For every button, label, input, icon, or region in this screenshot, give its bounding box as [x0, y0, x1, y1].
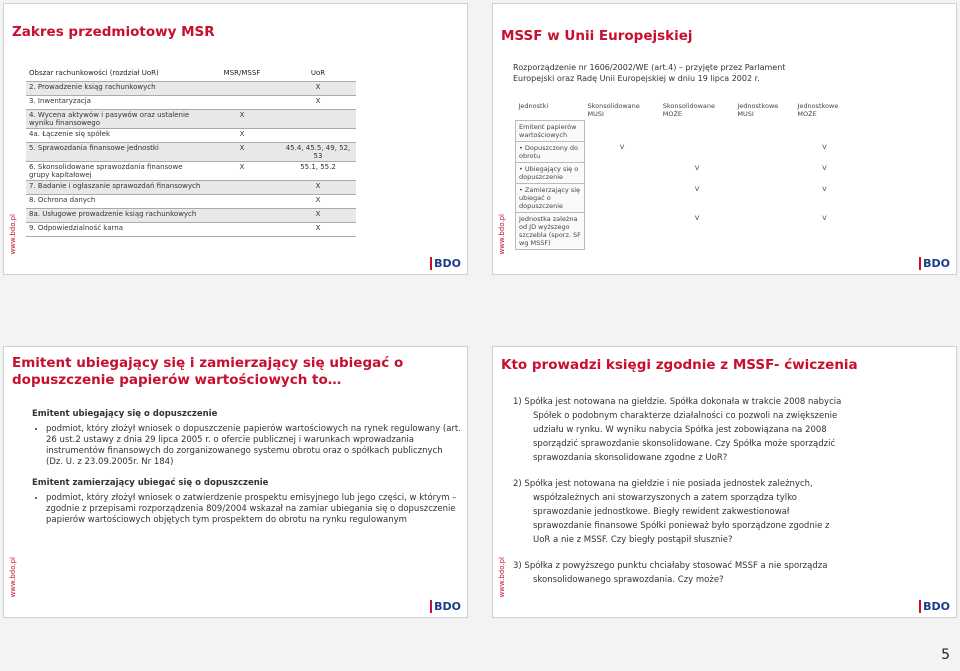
table-row [516, 120, 855, 141]
list-item: 2) Spółka jest notowana na giełdzie i nie posiada jednostek zależnych, współzależnych ani stowarzyszonych a zatem sporządza tylko sprawozdanie jednostkowe. Biegły rewident zakwestionował sprawozdanie finansowe Spółki ponieważ było sporządzone zgodnie z UoR a nie z MSSF. Czy biegły postąpił słusznie? [513, 479, 830, 545]
table-row [516, 183, 855, 212]
header-cell [794, 100, 854, 120]
header-bottom: MOŻE [662, 110, 683, 118]
header-top: Jednostki [518, 102, 549, 110]
slide-scope-ifrs [3, 3, 468, 275]
header-cell [585, 100, 660, 120]
header-cell [734, 100, 794, 120]
mark-cell [734, 212, 794, 249]
msr-cell [204, 96, 280, 110]
scope-table [26, 68, 356, 237]
area-cell: 6. Skonsolidowane sprawozdania finansowe grupy kapitałowej [26, 162, 204, 181]
site-vertical-text: www.bdo.pl [498, 556, 506, 597]
header-top: Skonsolidowane [587, 102, 640, 110]
list-item: 1) Spółka jest notowana na giełdzie. Spółka dokonała w trakcie 2008 nabycia Spółek o podobnym charakterze działalności co pozwoli na zwiększenie udziału w rynku. W wyniku nabycia Spółka jest zobowiązana na 2008 sporządzić sprawozdanie skonsolidowane. Czy Spółka może sporządzić sprawozdania skonsolidowane zgodne z UoR? [513, 397, 842, 463]
slide-issuer-definitions [3, 346, 468, 618]
msr-cell: X [204, 110, 280, 129]
msr-cell [204, 82, 280, 96]
table-row [26, 162, 356, 181]
area-cell: 2. Prowadzenie ksiąg rachunkowych [26, 82, 204, 96]
header-bottom: MUSI [737, 110, 754, 118]
mark-cell: V [694, 185, 700, 193]
header-area: Obszar rachunkowości (rozdział UoR) [26, 68, 204, 82]
mark-cell: V [822, 214, 827, 222]
msr-cell [204, 209, 280, 223]
mark-cell [734, 120, 794, 141]
msr-cell [204, 181, 280, 195]
bdo-logo: BDO [430, 257, 461, 270]
uor-cell: X [280, 96, 356, 110]
table-row [26, 129, 356, 143]
slide-title: Kto prowadzi księgi zgodnie z MSSF- ćwiczenia [501, 357, 858, 373]
row-label: • Dopuszczony do obrotu [516, 141, 585, 162]
slide-title: Zakres przedmiotowy MSR [12, 24, 215, 40]
area-cell: 8. Ochrona danych [26, 195, 204, 209]
uor-cell: 45.4, 45.5, 49, 52, 53 [280, 143, 356, 162]
header-cell [660, 100, 735, 120]
mark-cell: V [822, 185, 827, 193]
row-label: Jednostka zależna od JD wyższego szczebla (sporz. SF wg MSSF) [516, 212, 585, 249]
bullet-list [32, 493, 462, 526]
mark-cell [660, 141, 735, 162]
uor-cell: X [280, 209, 356, 223]
slide-ifrs-eu [492, 3, 957, 275]
uor-cell: X [280, 223, 356, 237]
row-label: • Ubiegający się o dopuszczenie [516, 162, 585, 183]
uor-cell: X [280, 195, 356, 209]
slide-title: Emitent ubiegający się i zamierzający się ubiegać o dopuszczenie papierów wartościowych to… [12, 355, 404, 388]
regulation-text: Rozporządzenie nr 1606/2002/WE (art.4) – przyjęte przez Parlament Europejski oraz Radę Unii Europejskiej w dniu 19 lipca 2002 r. [513, 63, 786, 83]
row-label: Emitent papierów wartościowych [516, 120, 585, 141]
list-item: • podmiot, który złożył wniosek o dopuszczenie papierów wartościowych na rynek regulowany (art. 26 ust.2 ustawy z dnia 29 lipca 2005 r. o ofercie publicznej i warunkach wprowadzania instrumentów finansowych do zorganizowanego systemu obrotu oraz o spółkach publicznych (Dz. U. z 23.09.2005r. Nr 184) [46, 424, 462, 468]
mark-cell [794, 120, 854, 141]
page-number: 5 [941, 647, 950, 663]
section-heading: Emitent ubiegający się o dopuszczenie [32, 409, 218, 419]
table-row [516, 141, 855, 162]
table-row [26, 82, 356, 96]
row-label: • Zamierzający się ubiegać o dopuszczenie [516, 183, 585, 212]
area-cell: 7. Badanie i ogłaszanie sprawozdań finansowych [26, 181, 204, 195]
uor-cell: X [280, 82, 356, 96]
slide-title: MSSF w Unii Europejskiej [501, 28, 693, 44]
table-row [26, 195, 356, 209]
area-cell: 4a. Łączenie się spółek [26, 129, 204, 143]
header-bottom: MOŻE [797, 110, 817, 118]
header-uor: UoR [280, 68, 356, 82]
area-cell: 4. Wycena aktywów i pasywów oraz ustalenie wyniku finansowego [26, 110, 204, 129]
mark-cell: V [822, 143, 827, 151]
site-vertical-text: www.bdo.pl [9, 213, 17, 254]
bdo-logo: BDO [919, 600, 950, 613]
mark-cell [660, 120, 735, 141]
bullet-list [32, 424, 462, 468]
table-row [26, 181, 356, 195]
mark-cell [734, 183, 794, 212]
mark-cell [734, 141, 794, 162]
uor-cell [280, 129, 356, 143]
list-item: 3) Spółka z powyższego punktu chciałaby stosować MSSF a nie sporządza skonsolidowanego sprawozdania. Czy może? [513, 561, 828, 585]
area-cell: 9. Odpowiedzialność karna [26, 223, 204, 237]
area-cell: 8a. Usługowe prowadzenie ksiąg rachunkowych [26, 209, 204, 223]
uor-cell: X [280, 181, 356, 195]
mark-cell [585, 162, 660, 183]
msr-cell [204, 195, 280, 209]
mark-cell: V [619, 143, 625, 151]
table-header-row [516, 100, 855, 120]
definitions-body [32, 405, 462, 536]
mark-cell [734, 162, 794, 183]
msr-cell: X [204, 143, 280, 162]
uor-cell [280, 110, 356, 129]
area-cell: 5. Sprawozdania finansowe jednostki [26, 143, 204, 162]
msr-cell [204, 223, 280, 237]
site-vertical-text: www.bdo.pl [498, 213, 506, 254]
table-row [26, 209, 356, 223]
mark-cell: V [822, 164, 827, 172]
exercise-list [513, 395, 843, 599]
header-top: Jednostkowe [797, 102, 839, 110]
slide-exercises [492, 346, 957, 618]
site-vertical-text: www.bdo.pl [9, 556, 17, 597]
mark-cell: V [694, 214, 700, 222]
bdo-logo: BDO [919, 257, 950, 270]
bdo-logo: BDO [430, 600, 461, 613]
area-cell: 3. Inwentaryzacja [26, 96, 204, 110]
mark-cell [585, 212, 660, 249]
msr-cell: X [204, 162, 280, 181]
table-row [516, 212, 855, 249]
header-top: Skonsolidowane [662, 102, 716, 110]
table-row [26, 96, 356, 110]
mark-cell [585, 183, 660, 212]
list-item: • podmiot, który złożył wniosek o zatwierdzenie prospektu emisyjnego lub jego części, w którym – zgodnie z przepisami rozporządzenia 809/2004 wskazał na zamiar ubiegania się o dopuszczenie papierów wartościowych objętych tym prospektem do obrotu na rynku regulowanym [46, 493, 462, 526]
header-cell [516, 100, 585, 120]
table-row [516, 162, 855, 183]
msr-cell: X [204, 129, 280, 143]
header-msr: MSR/MSSF [204, 68, 280, 82]
table-row [26, 110, 356, 129]
entities-table [515, 100, 855, 250]
mark-cell [585, 120, 660, 141]
table-row [26, 223, 356, 237]
header-top: Jednostkowe [737, 102, 779, 110]
mark-cell: V [694, 164, 700, 172]
table-header-row [26, 68, 356, 82]
section-heading: Emitent zamierzający ubiegać się o dopuszczenie [32, 478, 269, 488]
uor-cell: 55.1, 55.2 [280, 162, 356, 181]
header-bottom: MUSI [587, 110, 604, 118]
table-row [26, 143, 356, 162]
